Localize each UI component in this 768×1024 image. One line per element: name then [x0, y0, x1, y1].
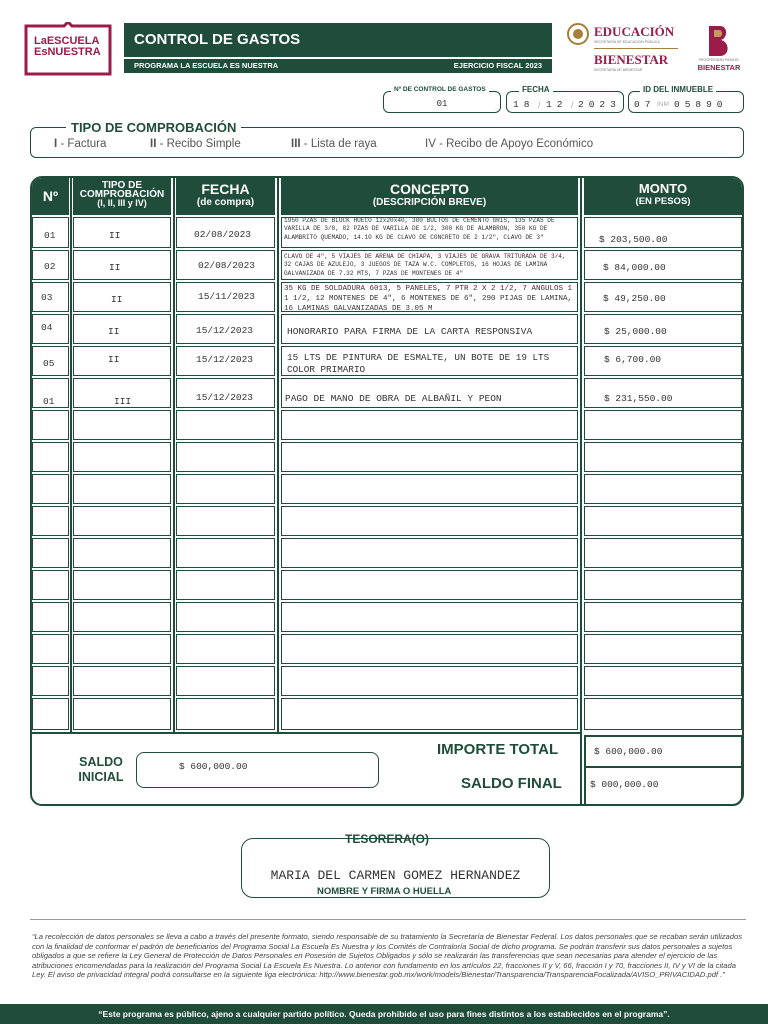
- table-cell[interactable]: [32, 538, 69, 568]
- row-4-monto: $ 25,000.00: [604, 326, 667, 337]
- header-tipo-sub: (I, II, III y IV): [97, 198, 147, 208]
- row-5-fecha: 15/12/2023: [196, 354, 254, 365]
- header-fecha: [176, 178, 275, 215]
- table-cell[interactable]: [73, 634, 171, 664]
- table-cell[interactable]: [73, 698, 171, 730]
- table-cell[interactable]: [584, 698, 742, 730]
- table-cell[interactable]: [584, 538, 742, 568]
- table-cell[interactable]: [176, 538, 275, 568]
- table-cell[interactable]: [32, 506, 69, 536]
- row-1-no: 01: [44, 230, 56, 241]
- table-cell[interactable]: [176, 442, 275, 472]
- table-cell[interactable]: [281, 698, 578, 730]
- row-2-tipo: II: [109, 262, 121, 273]
- row-3-no: 03: [41, 292, 53, 303]
- header-fecha-sub: (de compra): [196, 197, 255, 208]
- tipo-item-recibo-apoyo: IV - Recibo de Apoyo Económico: [425, 138, 594, 150]
- row-6-concepto: PAGO DE MANO DE OBRA DE ALBAÑIL Y PEON: [285, 393, 502, 404]
- b-logo-icon: [706, 26, 732, 56]
- table-cell[interactable]: [73, 346, 171, 376]
- escuela-logo: [24, 22, 112, 74]
- table-cell[interactable]: [281, 666, 578, 696]
- table-cell[interactable]: [281, 634, 578, 664]
- row-3-concepto: 35 KG DE SOLDADURA 6013, 5 PANELES, 7 PTR 2 X 2 1/2, 7 ANGULOS 1 1 1/2, 12 MONTENES DE 4", 6 MONTENES DE 6", 290 PIJAS DE LAMINA, 16 LAMINAS GALVANIZADAS DE 3.05 M: [284, 285, 573, 312]
- table-cell[interactable]: [73, 250, 171, 280]
- row-2-monto: $ 84,000.00: [603, 262, 666, 273]
- table-cell[interactable]: [32, 634, 69, 664]
- table-cell[interactable]: [32, 442, 69, 472]
- header-fecha-label: FECHA: [201, 181, 250, 197]
- tesorera-title: TESORERA(O): [345, 832, 429, 846]
- bienestar-sub: SECRETARÍA DE BIENESTAR: [594, 68, 643, 72]
- table-cell[interactable]: [73, 314, 171, 344]
- fecha-month: 12: [546, 99, 568, 110]
- table-cell[interactable]: [176, 410, 275, 440]
- inmueble-prefix: 07: [634, 99, 656, 110]
- header-title: CONTROL DE GASTOS: [124, 23, 552, 57]
- logo-nuestra: NUESTRA: [47, 46, 101, 58]
- tipo-item-factura: I - Factura: [54, 138, 107, 150]
- row-3-monto: $ 49,250.00: [603, 293, 666, 304]
- table-cell[interactable]: [176, 474, 275, 504]
- educacion-bienestar-logo: [566, 22, 688, 74]
- table-cell[interactable]: [281, 474, 578, 504]
- table-cell[interactable]: [32, 410, 69, 440]
- table-cell[interactable]: [584, 602, 742, 632]
- table-cell[interactable]: [584, 666, 742, 696]
- header-concepto-sub: (DESCRIPCIÓN BREVE): [372, 197, 487, 208]
- table-cell[interactable]: [73, 602, 171, 632]
- header-monto-label: MONTO: [638, 181, 688, 196]
- table-cell[interactable]: [281, 570, 578, 600]
- header-no: Nº: [32, 178, 69, 215]
- table-cell[interactable]: [176, 666, 275, 696]
- table-cell[interactable]: [281, 410, 578, 440]
- header-subbar: [124, 59, 552, 73]
- importe-total-value: $ 600,000.00: [594, 746, 663, 757]
- table-cell[interactable]: [32, 474, 69, 504]
- inmueble-number: 05890: [674, 99, 728, 110]
- saldo-inicial-value: $ 600,000.00: [179, 761, 248, 772]
- bienestar-text: BIENESTAR: [594, 52, 669, 67]
- saldo-final-label: SALDO FINAL: [461, 775, 562, 792]
- table-cell[interactable]: [281, 602, 578, 632]
- table-cell[interactable]: [73, 442, 171, 472]
- table-cell[interactable]: [73, 570, 171, 600]
- row-3-tipo: II: [111, 294, 123, 305]
- row-6-no: 01: [43, 396, 55, 407]
- table-cell[interactable]: [32, 698, 69, 730]
- tesorera-sign-label: NOMBRE Y FIRMA O HUELLA: [313, 886, 455, 897]
- control-value: 01: [436, 99, 448, 109]
- row-5-monto: $ 6,700.00: [604, 354, 662, 365]
- table-cell[interactable]: [176, 634, 275, 664]
- table-cell[interactable]: [176, 506, 275, 536]
- table-cell[interactable]: [73, 538, 171, 568]
- row-1-fecha: 02/08/2023: [194, 229, 252, 240]
- fiscal-year: EJERCICIO FISCAL 2023: [453, 61, 542, 70]
- tipo-comprobacion-title: TIPO DE COMPROBACIÓN: [66, 120, 241, 135]
- row-1-monto: $ 203,500.00: [599, 234, 668, 245]
- prosperidad-logo: [692, 26, 746, 74]
- tipo-item-lista-raya: III - Lista de raya: [291, 138, 377, 150]
- row-3-fecha: 15/11/2023: [198, 291, 256, 302]
- row-5-no: 05: [43, 358, 55, 369]
- educacion-sub: SECRETARÍA DE EDUCACIÓN PÚBLICA: [594, 40, 660, 44]
- header-monto-sub: (EN PESOS): [635, 196, 691, 207]
- row-5-tipo: II: [108, 354, 120, 365]
- row-4-no: 04: [41, 322, 53, 333]
- saldo-inicial-field[interactable]: [136, 752, 379, 788]
- fecha-year: 2023: [578, 99, 621, 110]
- row-4-tipo: II: [108, 326, 120, 337]
- control-label: Nº DE CONTROL DE GASTOS: [391, 86, 489, 93]
- row-1-tipo: II: [109, 230, 121, 241]
- row-2-concepto: CLAVO DE 4", 5 VIAJES DE ARENA DE CHIAPA, 3 VIAJES DE GRAVA TRITURADA DE 3/4, 32 CAJAS DE AZULEJO, 3 JUEGOS DE TAZA W.C. COMPLETOS, 16 HOJAS DE LAMINA GALVANIZADA DE 7.32 MTS, 7 PZAS DE MONTENES DE 4": [284, 253, 566, 277]
- table-cell[interactable]: [281, 506, 578, 536]
- table-cell[interactable]: [73, 666, 171, 696]
- fecha-label: FECHA: [519, 85, 553, 94]
- table-cell[interactable]: [32, 570, 69, 600]
- header-monto: [584, 178, 742, 215]
- table-cell[interactable]: [73, 410, 171, 440]
- header-concepto-label: CONCEPTO: [389, 181, 470, 197]
- row-4-concepto: HONORARIO PARA FIRMA DE LA CARTA RESPONSIVA: [287, 326, 533, 337]
- inmueble-label: ID DEL INMUEBLE: [640, 85, 716, 94]
- logo-escuela: ESCUELA: [46, 35, 100, 47]
- tipo-item-recibo-simple: II - Recibo Simple: [150, 138, 241, 150]
- saldo-final-value: $ 000,000.00: [590, 779, 659, 790]
- row-2-fecha: 02/08/2023: [198, 260, 256, 271]
- logo-es: Es: [34, 46, 48, 58]
- educacion-text: EDUCACIÓN: [594, 24, 675, 39]
- table-cell[interactable]: [176, 698, 275, 730]
- table-cell[interactable]: [584, 410, 742, 440]
- table-cell[interactable]: [73, 506, 171, 536]
- tesorera-name: MARIA DEL CARMEN GOMEZ HERNANDEZ: [270, 868, 521, 883]
- table-cell[interactable]: [281, 442, 578, 472]
- table-cell[interactable]: [176, 570, 275, 600]
- table-cell[interactable]: [32, 602, 69, 632]
- importe-total-label: IMPORTE TOTAL: [437, 741, 559, 758]
- header-tipo: [73, 178, 171, 215]
- program-name: PROGRAMA LA ESCUELA ES NUESTRA: [134, 61, 279, 70]
- seal-icon: [566, 22, 590, 46]
- table-cell[interactable]: [73, 474, 171, 504]
- row-6-tipo: III: [114, 396, 132, 407]
- header-concepto: [281, 178, 578, 215]
- table-cell[interactable]: [584, 442, 742, 472]
- bienestar2-text: BIENESTAR: [697, 63, 741, 72]
- fecha-day: 18: [513, 99, 535, 110]
- table-cell[interactable]: [584, 634, 742, 664]
- row-6-monto: $ 231,550.00: [604, 393, 673, 404]
- row-4-fecha: 15/12/2023: [196, 325, 254, 336]
- table-cell[interactable]: [32, 666, 69, 696]
- table-cell[interactable]: [584, 474, 742, 504]
- logo-la: La: [34, 35, 47, 47]
- row-5-concepto: 15 LTS DE PINTURA DE ESMALTE, UN BOTE DE 19 LTS COLOR PRIMARIO: [287, 352, 550, 375]
- inmueble-inm: INM: [657, 101, 669, 108]
- footer-disclaimer: “Este programa es público, ajeno a cualquier partido político. Queda prohibido el uso para fines distintos a los establecidos en el programa”.: [0, 1004, 768, 1024]
- table-cell[interactable]: [281, 538, 578, 568]
- table-cell[interactable]: [584, 570, 742, 600]
- row-6-fecha: 15/12/2023: [196, 392, 254, 403]
- table-cell[interactable]: [584, 506, 742, 536]
- row-1-concepto: 1950 PZAS DE BLOCK HUECO 12x20x40, 380 BULTOS DE CEMENTO GRIS, 135 PZAS DE VARILLA DE 3/8, 82 PZAS DE VARILLA DE 1/2, 300 KG DE ALAMBRON, 350 KG DE ALAMBRITO QUEMADO, 14.10 KG DE CLAVO DE CONCRETO DE 2 1/2", CLAVO DE 3": [284, 217, 555, 241]
- saldo-inicial-label: SALDO INICIAL: [78, 755, 124, 784]
- table-cell[interactable]: [73, 217, 171, 248]
- prosperidad-text: PROSPERIDAD PARA EL: [698, 58, 740, 62]
- row-2-no: 02: [44, 261, 56, 272]
- header-tipo-label: TIPO DE COMPROBACIÓN: [79, 180, 165, 200]
- table-cell[interactable]: [176, 602, 275, 632]
- privacy-notice: “La recolección de datos personales se lleva a cabo a través del presente formato, siendo responsable de su tratamiento la Secretaría de Bienestar Federal. Los datos personales que se recaban serán utilizados con la finalidad de conformar el padrón de beneficiarios del Programa Social La Escuela Es Nuestra y los Comités de Contraloría Social de dicho programa. Se podrán transferir sus datos personales a sujetos obligados a que se refiere la Ley General de Protección de Datos Personales en Posesión de Sujetos Obligados y sólo se realizarán las transferencias que sean necesarias para atender el ejercicio de las atribuciones encomendadas para la realización del Programa Social La Escuela Es Nuestra. Lo anterior con fundamento en los artículos 22, fracciones II y V, 66, fracción I y 70, fracciones II, IV y VI de la citada Ley. El aviso de privacidad integral podrá consultarse en la siguiente liga electrónica: http://www.bienestar.gob.mx/work/models/Bienestar/Transparencia/TransparenciaFocalizada/AVISO_PRIVACIDAD.pdf .”: [32, 932, 743, 980]
